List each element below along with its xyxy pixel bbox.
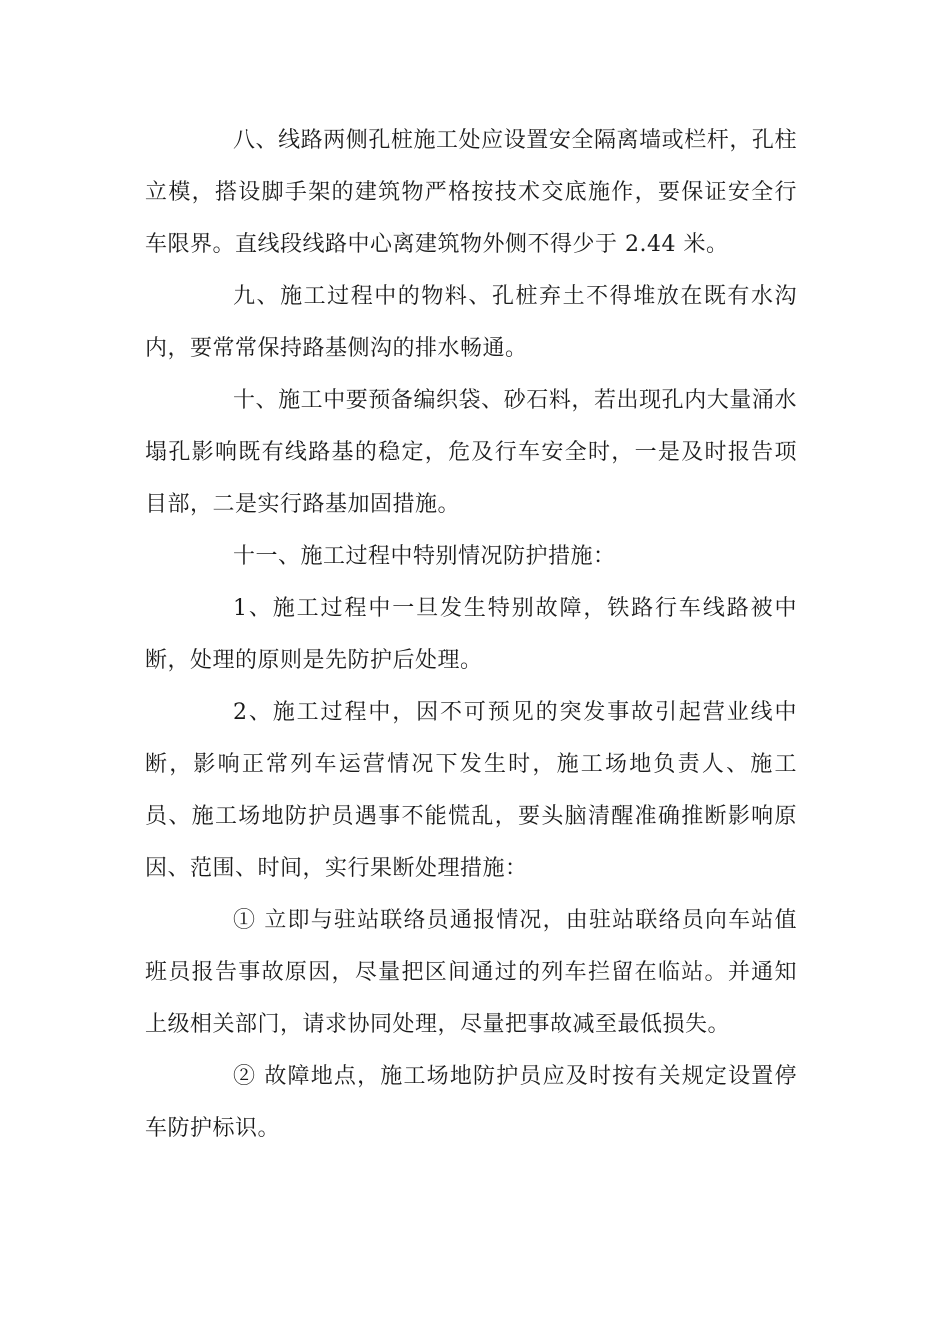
paragraph-11-heading: 十一、施工过程中特别情况防护措施： [233, 544, 616, 569]
paragraph-11-item-2: 2、施工过程中，因不可预见的突发事故引起营业线中断，影响正常列车运营情况下发生时，施工场地负责人、施工员、施工场地防护员遇事不能慌乱，要头脑清醒准确推断影响原因、范围、时间，实行果断处理措施： [145, 700, 797, 881]
paragraph-8-guard-wall: 八、线路两侧孔桩施工处应设置安全隔离墙或栏杆，孔柱立模，搭设脚手架的建筑物严格按技术交底施作，要保证安全行车限界。直线段线路中心离建筑物外侧不得少于 2.44 米。 [145, 128, 797, 257]
paragraph-11-item-1: 1、施工过程中一旦发生特别故障，铁路行车线路被中断，处理的原则是先防护后处理。 [145, 596, 797, 673]
paragraph-sub-item-1: ① 立即与驻站联络员通报情况，由驻站联络员向车站值班员报告事故原因，尽量把区间通过的列车拦留在临站。并通知上级相关部门，请求协同处理，尽量把事故减至最低损失。 [145, 908, 797, 1037]
paragraph-9-materials-drainage: 九、施工过程中的物料、孔桩弃土不得堆放在既有水沟内，要常常保持路基侧沟的排水畅通。 [145, 284, 797, 361]
document-body [145, 115, 797, 1155]
paragraph-sub-item-2: ② 故障地点，施工场地防护员应及时按有关规定设置停车防护标识。 [145, 1064, 797, 1141]
paragraph-10-emergency-materials: 十、施工中要预备编织袋、砂石料，若出现孔内大量涌水塌孔影响既有线路基的稳定，危及行车安全时，一是及时报告项目部，二是实行路基加固措施。 [145, 388, 797, 517]
